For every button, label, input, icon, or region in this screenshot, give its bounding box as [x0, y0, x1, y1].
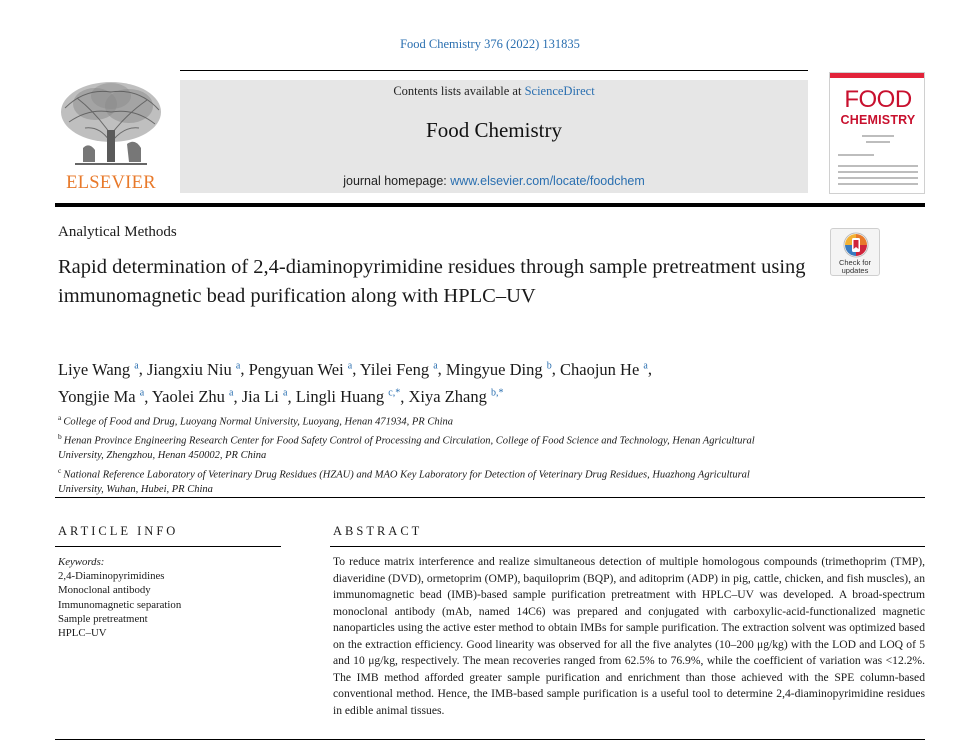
- author[interactable]: [249, 360, 353, 379]
- author-affiliation-marker[interactable]: b,*: [490, 387, 504, 399]
- cover-ribbon: [830, 73, 925, 78]
- author-name: Chaojun He: [560, 359, 640, 379]
- author-affiliation-marker[interactable]: a: [347, 360, 353, 371]
- header-bottom-rule: [55, 203, 925, 207]
- author-name: Lingli Huang: [295, 387, 385, 406]
- journal-name: Food Chemistry: [426, 118, 562, 142]
- author-name: Yongjie Ma: [58, 387, 136, 406]
- author-name: Jiangxiu Niu: [146, 359, 232, 379]
- author-affiliation-marker[interactable]: a: [229, 387, 234, 399]
- author[interactable]: [446, 360, 552, 379]
- journal-homepage-link[interactable]: www.elsevier.com/locate/foodchem: [450, 174, 645, 188]
- author-name: Pengyuan Wei: [248, 359, 344, 379]
- affiliation: [58, 411, 798, 430]
- abstract-text: To reduce matrix interference and realize simultaneous detection of multiple homologous compounds (trimethoprim (TMP), diaveridine (DVD), ormetoprim (OMP), baquiloprim (BQP), and aditoprim (ADP) in pig, cattle, chicken, and fish muscles), an immunomagnetic bead (IMB)-based sample purification pretreatment with HPLC–UV was developed. A broad-spectrum monoclonal antibody (mAb, named 14C6) was prepared and conjugated with carboxylic-acid-functionalized magnetic nanoparticles using the active ester method to obtain IMBs for sample purification. The extraction solvent was optimized based on the extraction efficiency. Good linearity was observed for all the five analytes (10–200 μg/kg) with the LOD and LOQ of 5 and 10 μg/kg, respectively. The mean recoveries ranged from 62.5% to 76.9%, while the coefficient of variation was <12.2%. The IMB method afforded greater sample purification and enrichment than those achieved with the SPE column-based conventional method. Hence, the IMB-based sample purification is a useful tool to determine 2,4-diaminopyrimidine residues in edible animal tissues.: [333, 555, 925, 717]
- affiliation-text: National Reference Laboratory of Veterinary Drug Residues (HZAU) and MAO Key Laboratory for Detection of Veterinary Drug Residues, Huazhong Agricultural University, Wuhan, Hubei, PR China: [58, 469, 750, 495]
- author[interactable]: [152, 387, 234, 406]
- homepage-line: [180, 174, 808, 188]
- affiliation-key: a: [58, 413, 62, 422]
- author-affiliation-marker[interactable]: a: [139, 387, 145, 399]
- article-title: Rapid determination of 2,4-diaminopyrimidine residues through sample pretreatment using immunomagnetic bead purification along with HPLC–UV: [58, 256, 806, 307]
- keyword-item: Monoclonal antibody: [58, 584, 151, 597]
- elsevier-tree-icon: [55, 78, 167, 170]
- crossmark-icon: [843, 232, 869, 258]
- crossmark-label: [831, 259, 879, 275]
- article-info-rule: [55, 546, 281, 547]
- keywords-label: Keywords:: [58, 556, 105, 568]
- keywords-block: [58, 555, 278, 640]
- contents-prefix: Contents lists available at: [393, 84, 525, 98]
- bottom-rule: [55, 739, 925, 740]
- article-info-heading: ARTICLE INFO: [58, 524, 179, 538]
- crossmark-label-line1: Check for: [838, 258, 872, 267]
- abstract-rule: [330, 546, 925, 547]
- elsevier-wordmark: ELSEVIER: [66, 173, 156, 193]
- affiliation-list: [58, 411, 798, 497]
- author-name: Xiya Zhang: [408, 387, 487, 406]
- elsevier-logo[interactable]: [55, 78, 167, 196]
- author[interactable]: [408, 387, 503, 406]
- cover-title-food: FOOD: [844, 86, 912, 113]
- author[interactable]: [560, 360, 648, 379]
- journal-cover-thumbnail[interactable]: [829, 72, 925, 194]
- author[interactable]: [296, 387, 401, 406]
- keyword-item: HPLC–UV: [58, 627, 107, 640]
- header-top-rule: [180, 70, 808, 71]
- author-list: Liye Wang $^a$, Jiangxiu Niu $^a$, Pengyuan Wei $^a$, Yilei Feng $^a$, Mingyue Ding $^b$, Chaojun He $^a$, Yongjie Ma $^a$, Yaolei Zhu $^a$, Jia Li $^a$, Lingli Huang $^{c,*}$, Xiya Zhang $^{b,*}$: [58, 359, 652, 406]
- author-name: Mingyue Ding: [445, 359, 543, 379]
- author[interactable]: [242, 387, 288, 406]
- affiliation: [58, 464, 798, 498]
- keyword-item: Immunomagnetic separation: [58, 598, 182, 611]
- author-name: Jia Li: [241, 387, 279, 406]
- author-affiliation-marker[interactable]: b: [546, 360, 552, 371]
- author[interactable]: [58, 360, 139, 379]
- author-affiliation-marker[interactable]: a: [643, 360, 648, 371]
- affiliation-key: b: [58, 432, 62, 441]
- keyword-item: Sample pretreatment: [58, 612, 148, 625]
- author-affiliation-marker[interactable]: a: [134, 360, 139, 371]
- cover-title-chemistry: CHEMISTRY: [840, 113, 916, 127]
- author[interactable]: [360, 360, 438, 379]
- author-affiliation-marker[interactable]: a: [235, 360, 241, 371]
- author-affiliation-marker[interactable]: a: [282, 387, 288, 399]
- keyword-item: 2,4-Diaminopyrimidines: [58, 570, 165, 583]
- author-affiliation-marker[interactable]: a: [433, 360, 438, 371]
- contents-line: [180, 84, 808, 99]
- author-name: Yaolei Zhu: [151, 387, 225, 406]
- author-name: Liye Wang: [58, 359, 131, 379]
- check-for-updates-button[interactable]: [830, 228, 880, 276]
- abstract-heading: ABSTRACT: [333, 524, 423, 538]
- journal-citation[interactable]: Food Chemistry 376 (2022) 131835: [400, 37, 580, 51]
- affiliation-text: College of Food and Drug, Luoyang Normal University, Luoyang, Henan 471934, PR China: [63, 416, 453, 428]
- cover-editor-list: [838, 135, 918, 189]
- affiliation: [58, 430, 798, 464]
- homepage-prefix: journal homepage:: [343, 174, 451, 188]
- author-name: Yilei Feng: [359, 359, 430, 379]
- sciencedirect-link[interactable]: ScienceDirect: [524, 84, 595, 98]
- article-type: Analytical Methods: [58, 224, 177, 240]
- author[interactable]: [58, 387, 144, 406]
- author[interactable]: [147, 360, 240, 379]
- crossmark-label-line2: updates: [841, 266, 869, 275]
- section-rule: [55, 497, 925, 498]
- journal-header-box: [180, 80, 808, 193]
- affiliation-key: c: [58, 465, 62, 475]
- author-affiliation-marker[interactable]: c,*: [388, 387, 401, 399]
- affiliation-text: Henan Province Engineering Research Center for Food Safety Control of Processing and Circulation, College of Food Science and Technology, Henan Agricultural University, Zhengzhou, Henan 450002, PR China: [58, 435, 755, 461]
